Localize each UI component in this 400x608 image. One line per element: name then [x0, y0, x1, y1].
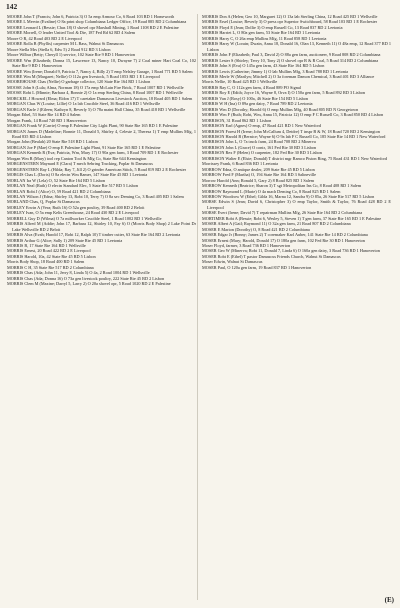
directory-entry: MORRIS Harold, 10a, 42 State Rte 45 RD 5 Lisbon: [7, 253, 96, 259]
directory-entry: Morrissey Frank, 6 Road 836 RD 1 Leetonia: [202, 161, 279, 167]
directory-entry: MORRIS Lewis (Catherine; Jimmy 1) O lab Mullins Mfg, 3 Road 788 RD 1 Leetonia: [202, 68, 349, 74]
directory-entry: Morgan Frank, 14 Road 740 RD 1 Hanoverton: [7, 117, 87, 123]
printer-mark: (E): [384, 596, 394, 604]
directory-entry: MORLEY Erwin A (Vera; Ruth 16) O 52a gen poultry, 39 Road 400 RD 2 Beloit: [7, 204, 145, 210]
directory-entry: MORRIS W H (Ina) O 89a gen dairy, 7 Road 789 RD 2 Leetonia: [202, 101, 313, 107]
directory-entry: MORGAN James D (Madeline; Bonnie 11, Donald 5, Shirley 4, Celeste 2, Theresa 1) T emp Mullins Mfg, 1 Road 835 RD 4 Lisbon: [7, 128, 196, 139]
directory-entry: Morgan Wm R (Mary) tool rep Canton Tool & Mfg Co, State Rte 644 Kensington: [7, 155, 147, 161]
directory-entry: MORRISON John L, O 7a truck farm, 24 Road 708 RD 2 Minerva: [202, 139, 316, 145]
directory-entry: MOORE John T (Francis; John 6, Patricia 3) O 5a emp Armour Co, 6 Road 103 RD 1 Homeworth: [7, 14, 175, 19]
directory-entry: MORRIS Chas (Ada; Donna 16) O 73a gen livestock poultry, 222 State Rte 45 RD 2 Lisbon: [7, 275, 165, 281]
directory-column-right: [202, 14, 391, 270]
directory-entry: MOSER Geo W (Minerva; Robt 11, Donald 7, Linda 6) O 160a gen dairy, 3 Road 736 RD 1 Hanoverton: [202, 248, 380, 254]
directory-entry: Morgan John (Beulah) 20 State Rte 518 RD 1 Lisbon: [7, 139, 98, 145]
directory-entry: MORGAN Joe P (Mae) O emp E Palestine Light Plant, 91 State Rte 165 RD 1 E Palestine: [7, 144, 161, 150]
directory-entry: MORRISON Rex F (Helen) O carpenter, 182 Fed Rte 30 RD 3 Lisbon: [202, 150, 322, 156]
directory-entry: Morrow Harold (Ann; Ronald 5, Gary 2) 8 Road 825 RD 1 Salem: [202, 177, 315, 183]
directory-entry: MORRIS Harriet L, O 80a gen farm, 53 State Rte 164 RD 1 Leetonia: [202, 30, 321, 36]
directory-entry: MOSER E Marion (Dorothy) O, 8 Road 421 RD 2 Columbiana: [202, 226, 310, 232]
directory-entry: MOSER Ernest (Mary; Harold, Donald 17) O 180a gen farm, 102 Fed Rte 30 RD 1 Hanoverton: [202, 237, 365, 243]
directory-entry: Morris Nellie, 10 Road 425 RD 1 Wellsville: [202, 79, 278, 85]
directory-entry: MORRIS Harry W (Lorain; Dwain, Anna 18, Donald 16, Olan 13, Kenneth 11) O 48a emp, 12 Road 377 RD 1 Lisbon: [202, 41, 391, 52]
directory-entry: MOORE Leonard L (Bessie; Chas 18) O shovel opr Marshall Mining, 1 Road 1108 RD 2 E Palestine: [7, 24, 179, 30]
directory-entry: MOORE L Mervin (Evaline) O 8a print shop Columbiana Ledger Office, 19 Road 885 RD 2 Columbiana: [7, 19, 187, 25]
directory-entry: Morris Body Shop, 18 Road 400 RD 1 Salem: [7, 259, 85, 265]
directory-entry: Moore O R, 42 Road 403 RD 2 E Liverpool: [7, 35, 82, 41]
directory-entry: MORTIMER Robt A (Bessie; Robt 6, Wesley 5, Steven 1) T gen farm, 37 State Rte 165 RD 1 E Palestine: [202, 215, 382, 221]
directory-entry: MORRIS Merle W (Marilyn; Mitchell 2) O 3a foreman Damon Chemical, 3 Road 401 RD 3 Alliance: [202, 73, 375, 79]
directory-entry: MORGAN Kenneth R (Eva; Patricia, Wm, Mary 17) O 90a gen farm, 3 Road 709 RD 1 E Rochester: [7, 150, 179, 156]
directory-entry: MORROW Raymond L (Marie) O 4a mach Deming Co, 8 Road 825 RD 1 Salem: [202, 188, 341, 194]
directory-entry: MORRIS Don A (Helen; Geo 10, Margaret 12) O 13a lab Sterling China, 12 Road 425 RD 1 Wellsville: [202, 14, 378, 19]
directory-entry: MOOSE Robt L (Minnie; Barbara 4, Bonnie 2) O 1a emp Sterling China, 8 Road 1007 RD 1 Wellsville: [7, 90, 183, 96]
directory-entry: MOSER Edgar Jr (Bonny; James 2) T coremaker Karl Auber, 141 State Rte 14 RD 2 Columbiana: [202, 232, 368, 238]
directory-entry: MORRIS Arthur G (Alice; Sally 1) 209 State Rte 45 RD 1 Leetonia: [7, 237, 123, 243]
directory-entry: MORRIS Clem M (Maxine; Darryl 5, Larry 2) O 20a shovel opr, 5 Road 1020 RD 2 E Palestine: [7, 281, 171, 287]
directory-entry: MOSER Albert A (Gail; Raymond 11) O 32a gen farm, 21 Road 807 RD 2 Columbiana: [202, 221, 351, 227]
directory-entry: Moser Floyd, farmer, 3 Road 736 RD 1 Hanoverton: [202, 243, 291, 249]
directory-entry: MORGAN Frank W (Carrie) O emp E Palestine City Light Plant, 90 State Rte 165 RD 1 E Palestine: [7, 123, 178, 129]
directory-entry: MORRISON Earl (Agnes) O emp, 47 Road 421 RD 1 New Waterford: [202, 123, 322, 129]
directory-entry: MORRIS Wm D (Dorothy; Harold 6) O emp Mullins Mfg, 40 Road 805 RD N Georgetown: [202, 106, 359, 112]
directory-entry: MOOSE John S (Lula; Alma, Norman 18) O 17a emp McLain Fire Brick, 7 Road 1007 RD 1 Wellsville: [7, 84, 184, 90]
directory-entry: MORRISON, 31 Road 862 RD 1 Lisbon: [202, 117, 272, 123]
directory-entry: MOSER Robt E (Ethel) T pastor Damascus Friends Church, Walnut St Damascus: [202, 253, 341, 259]
directory-entry: MORLAN Robt J (Alice) O, 59 Road 421 RD 2 Columbiana: [7, 188, 111, 194]
directory-entry: MOORE Rolla B (Phyllis) carpenter M L Bass, Walnut St Damascus: [7, 41, 124, 47]
directory-entry: MORRIS Harry C, O 26a emp Mullins Mfg, 11 Road 858 RD 1 Leetonia: [202, 35, 327, 41]
directory-entry: MORRIS Wm F (Ruth; Robt, Wm, Anna 15, Patricia 12) O emp F C Russell Co, 3 Road 850 RD 4 Lisbon: [202, 112, 384, 118]
directory-entry: Moore Wilbur (Betty; Cheryll 1) service, 102 State Rte 9 RD 1 Hanoverton: [7, 52, 136, 58]
directory-entry: Moore Stella Mrs (Stella 6, Edw 5) 2 Road 912 RD 3 Lisbon: [7, 46, 111, 52]
directory-entry: MOORE Wm (Elizabeth; Donna 15, Lawrence 13, Nancy 10, Dwayne 7) 2 Coal miner Hart Coal Co, 102 State Rte 9 RD 1 Hanoverton: [7, 57, 196, 69]
directory-entry: MORLAND Chas, Q, Poplar St Damascus: [7, 199, 80, 205]
directory-entry: MORRIS John F (Elizabeth; Paul 3, David 2) O 88a gen farm, auctioneer, 9 Road 808 RD 2 Columbiana: [202, 52, 381, 58]
directory-entry: MORRIS Floyd E (Jean; Dollie 3) O emp Russell Co, 13 Road 837 RD 2 Leetonia: [202, 24, 343, 30]
page-number: 142: [6, 2, 18, 11]
directory-entry: MOORE Morrell, O leader United Tool & Die, 187 Fed Rd 62 RD 4 Salem: [7, 30, 136, 36]
directory-entry: MORROW Woodrow W (Ethel; Gilda 16, Marna 12, Sandra 9) O 85a, 26 State Rte 517 RD 5 Lisbon: [202, 193, 375, 199]
directory-entry: MORSE Edwin S (Jean; David 6, Christopher 3) O emp Taylor, Smith & Taylor, 76 Road 428 RD 2 E Liverpool: [202, 199, 391, 210]
directory-entry: MOOREHOUSE Chas (Nellie) O garbage collector, 120 State Rte 164 RD 1 Lisbon: [7, 79, 151, 85]
directory-entry: MORRIS Ernest, 20 Road 422 RD 2 E Liverpool: [7, 248, 91, 254]
directory-entry: MORRIS Ray C, O 112a gen farm, 4 Road 889 PO Signal: [202, 84, 301, 90]
directory-entry: MORRISON John L (Grace) O contr, 161 Fed Rte 30 RD 3 Lisbon: [202, 144, 317, 150]
directory-entry: MORGIS Chas L (Doris) O 8a electn Wm Ramer, 147 State Rte 45 RD 1 Leetonia: [7, 172, 148, 178]
directory-entry: MOORE Wm (Irene; Donald 9, Patricia 7, Nancy 4, Billy 2) T emp Nelsley Garage, 1 Road 771 RD 5 Salem: [7, 68, 193, 74]
directory-column-left: [7, 14, 196, 287]
directory-entry: MORROW Fred F (Martha) O, 194 State Rte 164 RD 3 Salineville: [202, 172, 316, 178]
directory-entry: MORGENSTERN Maynard E (Clara) T mech Sebring Trucking, Poplar St Damascus: [7, 161, 153, 167]
directory-entry: MORGAN Earle J (Eileen; Kathryn 8, Beverly 5) O 78a maint Hall China, 35 Road 418 RD 1 Wellsville: [7, 106, 186, 112]
directory-entry: MORROW Kenneth (Beatrice; Sharon 3) T sgt Metropolitan Ins Co, 8 Road 408 RD 1 Salem: [202, 183, 362, 189]
directory-entry: Morgan Ethel, 53 State Rte 14 RD 4 Salem: [7, 112, 81, 118]
directory-entry: MORRIS Alfred M (Addie; John 17, Barbara 12, Shirley 10, Fay 6) O (Morris Body Shop) 2 Lake Point Dr Lake Wellsville RD 2 Beloit: [7, 221, 196, 232]
directory-entry: MORRIS Alva (Evah; Harold 17, Robt 12, Ralph 10) T timber cutter, 63 State Rte 164 RD 2 Leetonia: [7, 232, 181, 238]
directory-entry: MOSER Paul, O 120a gen farm, 19 Road 837 RD 1 Hanoverton: [202, 264, 312, 270]
directory-entry: MORGENSTERN Ray L (Hilda; Ray 7, Jill 2) O grinder American Stitch, 5 Road 819 RD 2 E Rochester: [7, 166, 187, 172]
directory-entry: MORLAN Wilson J (Edna; Shirley 13, Robt 10, Terry 7) O 8a sec Deming Co, 3 Road 405 RD 1 Salem: [7, 193, 184, 199]
directory-entry: MOORE Wm M (Margaret; Nellie) O 112a gen livestock, 5 Road 1053 RD 1 E Liverpool: [7, 73, 160, 79]
directory-entry: MORRISON Forest H (Irene; John McCallum 4, Deidre) T inspr B & W, 18 Road 720 RD 2 Kensington: [202, 128, 380, 134]
directory-entry: MORRIS B, 17 State Rte 164 RD 1 Wellsville: [7, 243, 86, 249]
directory-entry: MORRELL Guy D (Wilma) O 7a millworker Crucible Steel, 1 Road 1002 RD 1 Wellsville: [7, 215, 162, 221]
directory-entry: MORRIS Lester S (Shirley; Terry 10, Tony 2) O shovel opr R & R Coal, 5 Road 314 RD 2 Columbiana: [202, 57, 379, 63]
directory-entry: MORRIS Chas (Ada; John 11, Jerry 8, Linda 5) O 4a, 2 Road 1004 RD 1 Wellsville: [7, 270, 150, 276]
directory-entry: MORRIS C H, 35 State Rte 517 RD 2 Columbiana: [7, 264, 94, 270]
directory-entry: MORRIS John S (Eva) O 145a gen farm, 43 State Rte 164 RD 5 Lisbon: [202, 63, 325, 69]
directory-entry: MORCKEL J Howard (Elma; Eldon 17) T caretaker Damascus Livestock Auction, 18 Road 405 RD 1 Salem: [7, 95, 193, 101]
directory-entry: MORLAN Neal (Ruth) O electn Standard Elec, 5 State Rte 517 RD 5 Lisbon: [7, 183, 139, 189]
directory-entry: Moser Edwin, Walnut St Damascus: [202, 259, 263, 265]
directory-entry: MORGAN Chas W (Louise; Lillie) O 1a lab Crucible Steel, 36 Road 416 RD 1 Wellsville: [7, 101, 161, 107]
directory-entry: MORRISON Harold B (Bernice; Wayne 6) O 9a lab F C Russell Co, 185 State Rte 14 RD 1 New Waterford: [202, 133, 386, 139]
directory-entry: MORSE Evert (Irene; David 7) T repairman Mullins Mfg, 26 State Rte 164 RD 2 Columbiana: [202, 210, 363, 216]
directory-entry: MORRIS Ersel (Louise; Beverly 3) O press opr Superior Switchboard, 58 Road 103 RD 1 E Rochester: [202, 19, 378, 25]
directory-entry: MORRIS Roy E (Edith; Joyce 16, Wayne 8, Orva I) O 150a gen farm, 5 Road 892 RD 3 Lisbon: [202, 90, 365, 96]
directory-entry: MORLAN Ira W (Lela) O, 52 State Rte 164 RD 5 Lisbon: [7, 177, 106, 183]
directory-entry: MORRISON Walter E (Elsie; Donald) T district mgr Ramco Piston Ring, 75 Road 431 RD 1 New Waterford: [202, 155, 388, 161]
directory-entry: MORRIS Van J (Rosy) O 100a, 46 State Rte 154 RD 5 Lisbon: [202, 95, 309, 101]
directory-entry: MORROW Edna, O antique dealer, 209 State Rte 45 RD 5 Lisbon: [202, 166, 315, 172]
column-divider: [197, 14, 198, 600]
directory-entry: MORLEY Ivan, O 5a emp Kelis Greenhouse, 24 Road 430 RD 2 E Liverpool: [7, 210, 139, 216]
